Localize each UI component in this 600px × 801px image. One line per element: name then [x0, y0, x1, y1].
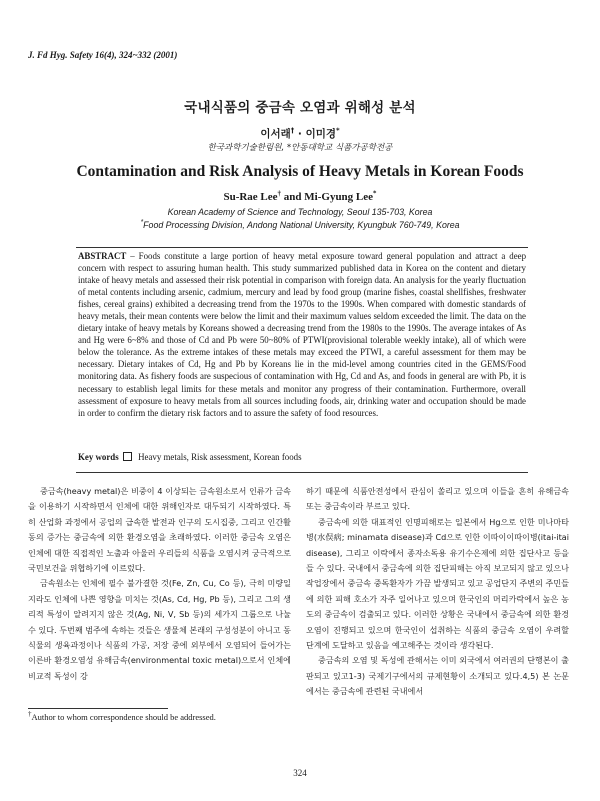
english-affiliation-2 [0, 220, 600, 230]
korean-authors [0, 126, 600, 141]
affiliation-2-text: Food Processing Division, Andong National University, Kyungbuk 760-749, Korea [143, 220, 460, 230]
body-right-paragraph-3: 중금속의 오염 및 독성에 관해서는 이미 외국에서 여러권의 단행본이 출판되고 있고1-3) 국제기구에서의 규제현황이 소개되고 있다.4,5) 본 논문에서는 중금속에 관련된 국내에서 [306, 655, 569, 697]
body-right-paragraph-1: 하기 때문에 식품안전성에서 관심이 쏠리고 있으며 이들을 흔히 유해금속 또는 중금속이라 부르고 있다. [306, 486, 569, 512]
author-1-name: Su-Rae Lee [223, 191, 278, 203]
english-authors [0, 191, 600, 203]
authors-and: and [283, 191, 302, 203]
footnote [28, 712, 216, 722]
author-2-name: Mi-Gyung Lee [304, 191, 374, 203]
footnote-mark: † [28, 710, 32, 719]
author-1-mark: † [277, 189, 282, 198]
korean-author-mark-2: * [336, 126, 340, 135]
journal-citation: J. Fd Hyg. Safety 16(4), 324~332 (2001) [28, 50, 178, 60]
abstract-label: ABSTRACT [78, 251, 127, 261]
keywords [78, 452, 526, 462]
english-affiliation-1: Korean Academy of Science and Technology, Seoul 135-703, Korea [167, 207, 433, 217]
abstract-text: – Foods constitute a large portion of heavy metal exposure toward general population and attract a deep concern with respect to assuring human health. This study summarized published data in Korea on the content and dietary intake of heavy metals and assessed their risk potential in comparison with foreign data. An analysis for the yearly fluctuation of metal contents including arsenic, cadmium, mercury and lead by food group (marine fishes, coastal shellfishes, freshwater fishes, cereal grains) exhibited a decreasing trend from the 1970s to the 1990s. When compared with domestic standards of heavy metals, their mean contents were below the limit and their maximum values seldom exceeded the limit. The data on the dietary intake of heavy metals by Koreans showed a decreasing trend from the 1980s to the 1990s. The average intakes of As and Hg were 6~8% and those of Cd and Pb were 50~80% of PTWI(provisional tolerable weekly intake), all of which were below the tolerance. As the extreme intakes of these metals may exceed the PTWI, a careful assessment for them may be necessary. Dietary intakes of Cd, Hg and Pb by Koreans lie in the mid-level among countries cited in the GEMS/Food monitoring data. As fishery foods are suspecious of contamination with Hg, Cd and As, and foods in general are with Pb, it is necessary to establish legal limits for these metals and monitor any progress of their contamination. Furthermore, overall assessment of exposure to heavy metals from all sources including foods, air, drinking water and occupation should be made in order to confirm the dietary risk factors and to assure the safety of food resources. [78, 251, 527, 418]
keywords-label: Key words [78, 452, 119, 462]
body-right-paragraph-2: 중금속에 의한 대표적인 인명피해로는 일본에서 Hg으로 인한 미나마타병(水俣病; minamata disease)과 Cd으로 인한 이따이이따이병(itai-itai disease), 그리고 이락에서 종자소독용 유기수은제에 의한 집단사고 등을 들 수 있다. 국내에서 중금속에 의한 집단피해는 아직 보고되지 않고 있으나 작업장에서 중금속 중독환자가 가끔 발생되고 있고 공업단지 주변의 주민들에 의한 피해 호소가 자주 일어나고 있으며 한국인의 머리카락에서 높은 농도의 중금속이 검출되고 있다. 이러한 상황은 국내에서 중금속에 의한 환경오염이 진행되고 있으며 한국인이 섭취하는 식품의 중금속 오염이 우려할 단계에 도달하고 있음을 예고해주는 것이라 생각된다. [306, 516, 569, 651]
keywords-text: Heavy metals, Risk assessment, Korean foods [138, 452, 302, 462]
korean-title: 국내식품의 중금속 오염과 위해성 분석 [184, 100, 416, 116]
body-left-paragraph-1: 중금속(heavy metal)은 비중이 4 이상되는 금속원소로서 인류가 금속을 이용하기 시작하면서 인체에 대한 위해인자로 대두되기 시작하였다. 특히 산업화 과정에서 공업의 급속한 발전과 인구의 도시집중, 그리고 인간활동의 증가는 중금속에 의한 환경오염을 초래하였다. 이러한 중금속 오염은 인체에 대한 직접적인 노출과 아울러 우리들의 식품을 오염시켜 궁극적으로 국민보건을 위협하기에 이르렀다. [28, 486, 291, 574]
korean-author-mark-1: † [290, 126, 295, 135]
page-number: 324 [293, 768, 307, 778]
body-left-paragraph-2: 금속원소는 인체에 필수 불가결한 것(Fe, Zn, Cu, Co 등), 극히 미량일지라도 인체에 나쁜 영향을 미치는 것(As, Cd, Hg, Pb 등), 그리고 그의 생리적 특성이 알려지지 않은 것(Ag, Ni, V, Sb 등)의 세가지 그룹으로 나눌 수 있다. 두번째 범주에 속하는 것들은 생물체 본래의 구성성분이 아니고 동식물의 생육과정이나 식품의 가공, 저장 중에 외부에서 오염되어 들어가는 이른바 환경오염성 유해금속(environmental toxic metal)으로서 인체에 비교적 독성이 강 [28, 578, 291, 681]
korean-affiliation: 한국과학기술한림원, *안동대학교 식품가공학전공 [207, 143, 393, 153]
affiliation-2-mark: * [140, 219, 144, 227]
body-column-left [28, 484, 291, 684]
keywords-box-icon [123, 452, 132, 461]
footnote-text: Author to whom correspondence should be addressed. [31, 712, 216, 722]
author-2-mark: * [373, 189, 377, 198]
footnote-rule [28, 708, 168, 709]
abstract [78, 250, 526, 419]
english-title: Contamination and Risk Analysis of Heavy Metals in Korean Foods [76, 163, 524, 180]
body-column-right [306, 484, 569, 700]
korean-authors-text: 이서래† · 이미경* [260, 126, 340, 140]
